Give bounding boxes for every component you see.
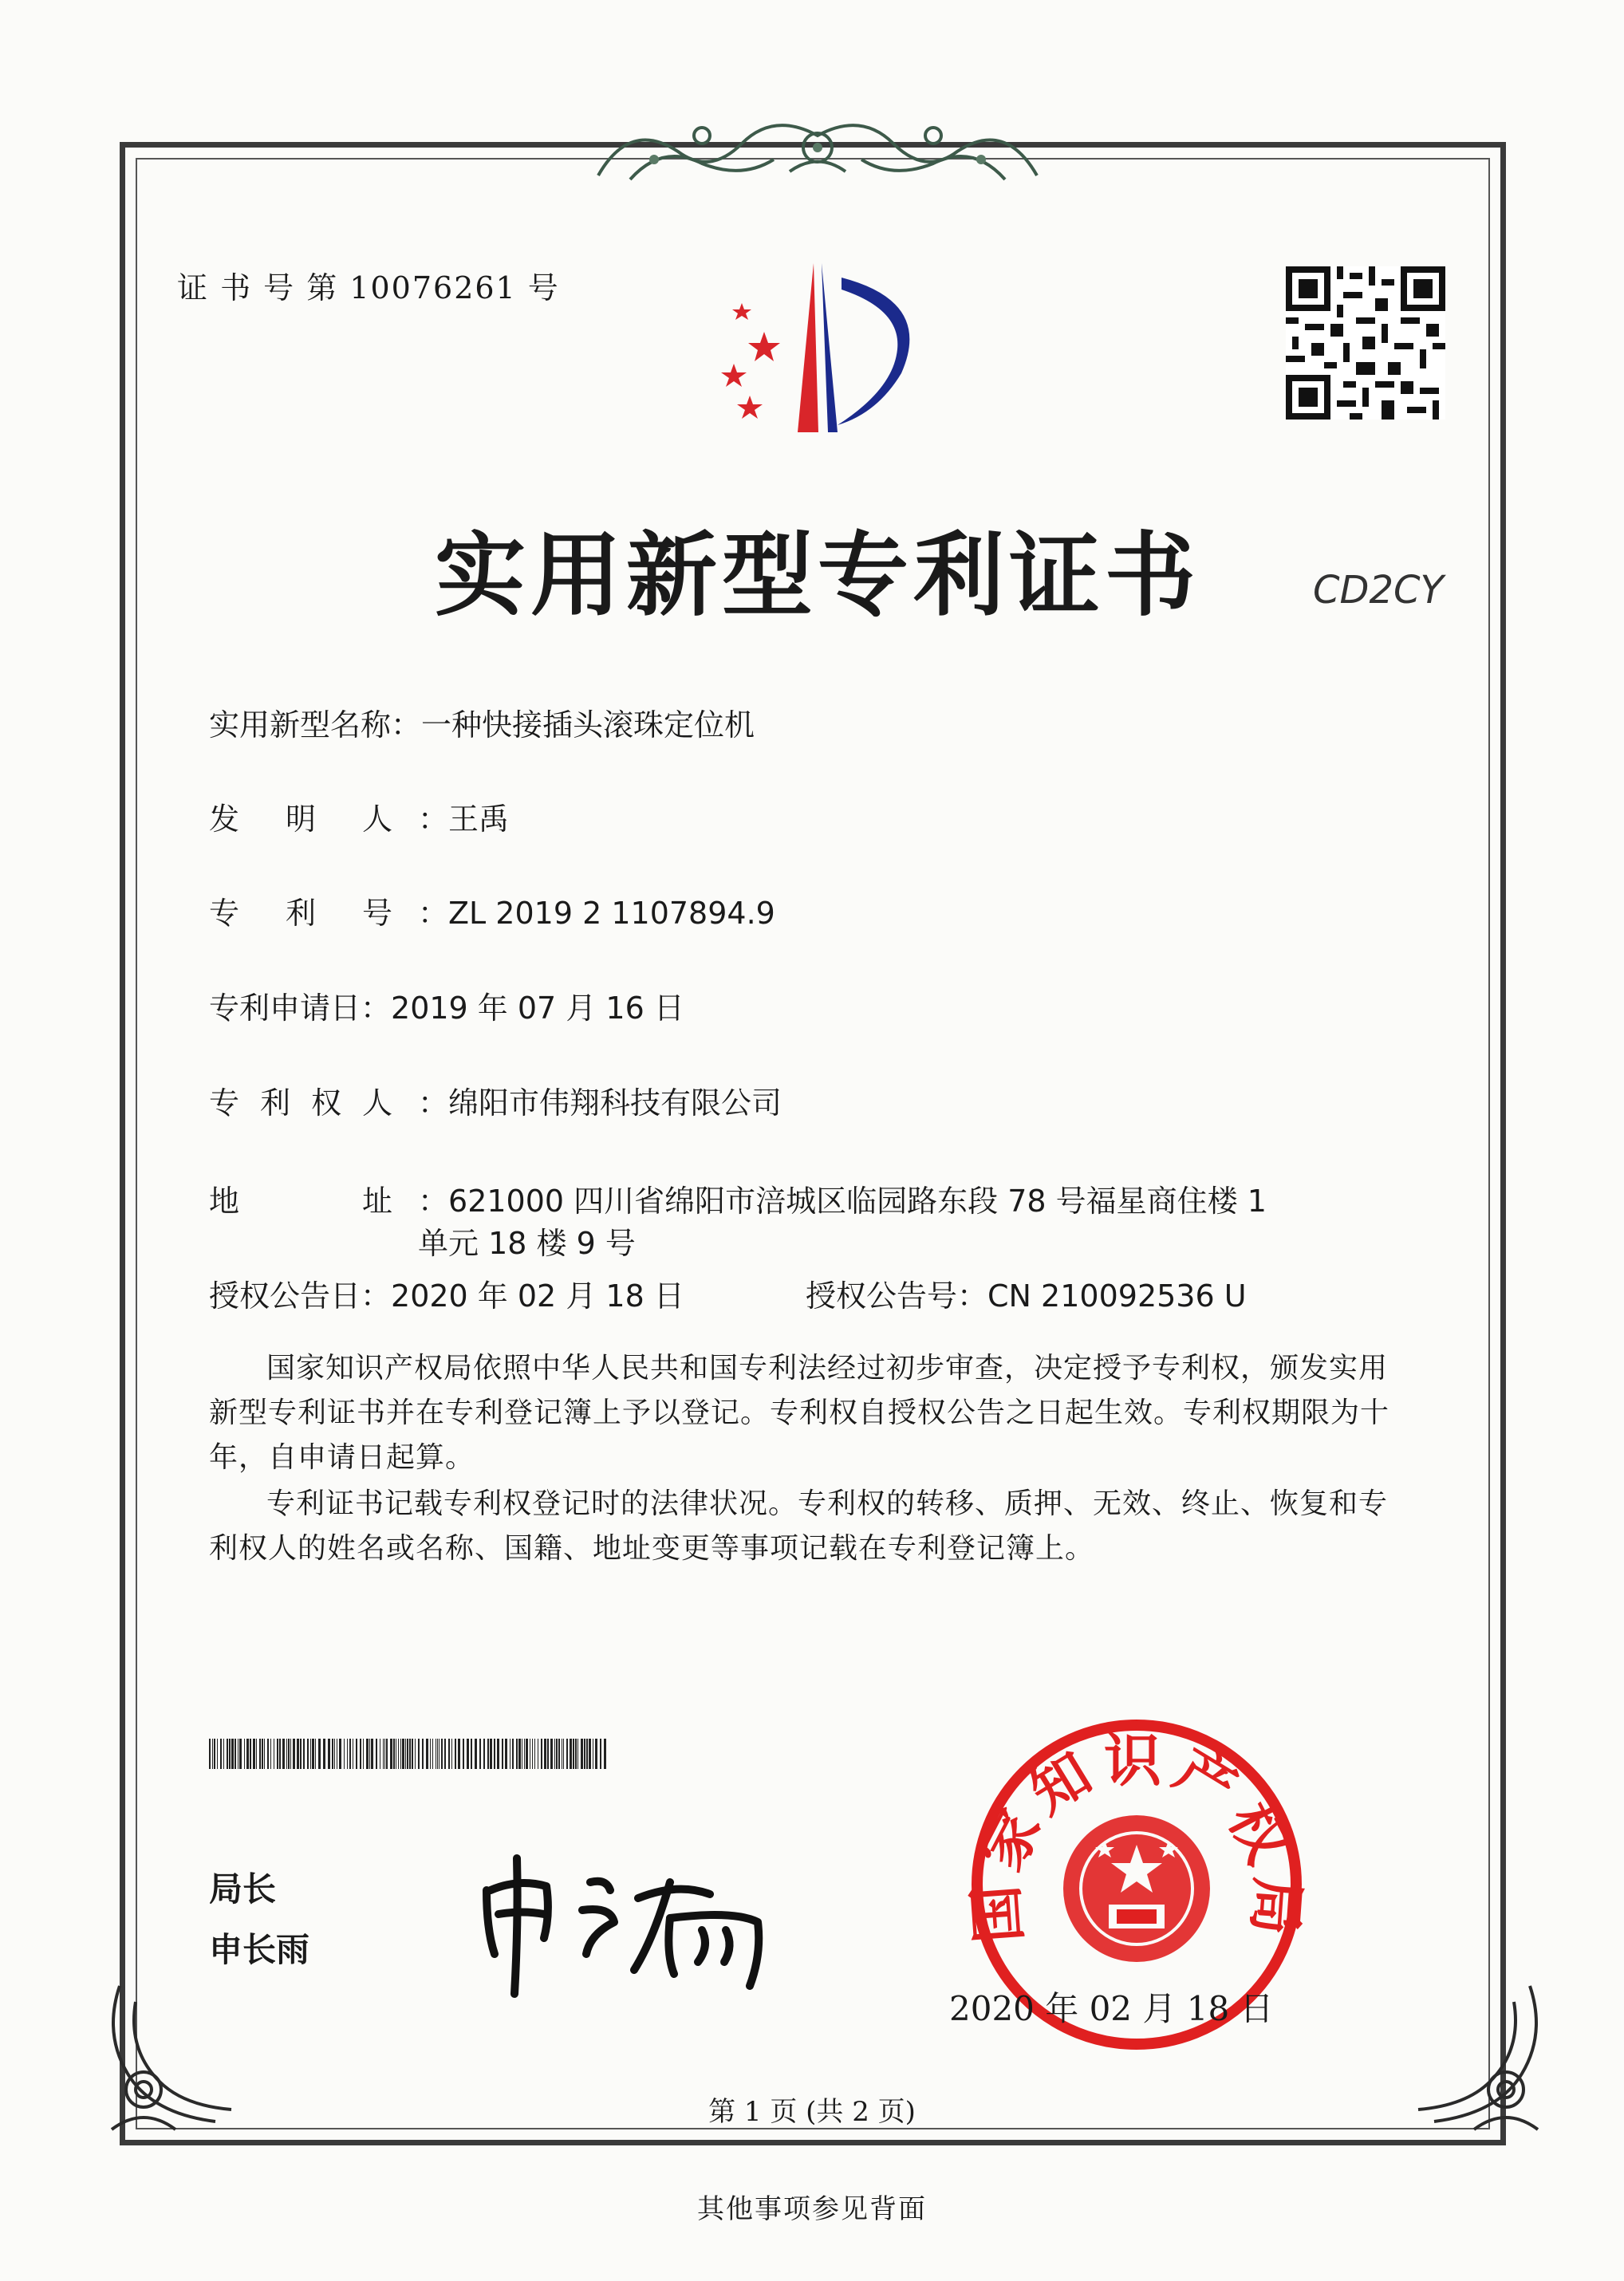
- field-label: 授权公告日：: [209, 1278, 392, 1314]
- page-number: 第 1 页 (共 2 页): [708, 2096, 916, 2128]
- field-label: 专 利 号: [209, 896, 392, 931]
- field-application-date: [209, 983, 684, 1027]
- field-label: 实用新型名称：: [209, 707, 422, 743]
- field-value: 621000 四川省绵阳市涪城区临园路东段 78 号福星商住楼 1: [448, 1184, 1267, 1219]
- footer-note: 其他事项参见背面: [697, 2193, 927, 2225]
- certificate-title: 实用新型专利证书: [435, 522, 1201, 628]
- field-value: 2019 年 07 月 16 日: [391, 991, 684, 1026]
- statement-paragraph-2: 专利证书记载专利权登记时的法律状况。专利权的转移、质押、无效、终止、恢复和专利权人的姓名或名称、国籍、地址变更等事项记载在专利登记簿上。: [209, 1487, 1389, 1565]
- field-value: CN 210092536 U: [987, 1278, 1247, 1314]
- field-label: 专 利 权 人: [209, 1085, 392, 1121]
- field-value: 绵阳市伟翔科技有限公司: [448, 1085, 782, 1121]
- seal-date: 2020 年 02 月 18 日: [949, 1989, 1274, 2028]
- director-signature-icon: [471, 1834, 806, 2002]
- field-patentee: 专 利 权 人 ：绵阳市伟翔科技有限公司: [209, 1078, 782, 1122]
- handwritten-note: CD2CY: [1313, 568, 1444, 613]
- field-value: 2020 年 02 月 18 日: [391, 1278, 684, 1314]
- field-grant-date: [209, 1271, 684, 1315]
- cnipa-emblem-icon: [694, 254, 941, 445]
- field-inventor: 发 明 人 ：王禹: [209, 794, 509, 838]
- field-label: 地 址: [209, 1184, 392, 1219]
- field-label: 专利申请日：: [209, 991, 392, 1026]
- field-value: 王禹: [448, 802, 510, 837]
- field-address: 地 址 ：621000 四川省绵阳市涪城区临园路东段 78 号福星商住楼 1: [209, 1176, 1267, 1220]
- field-patent-number: 专 利 号 ：ZL 2019 2 1107894.9: [209, 888, 775, 932]
- barcode-icon: [209, 1739, 612, 1769]
- field-utility-model-name: [209, 700, 755, 744]
- director-title: 局长: [209, 1869, 277, 1909]
- statement-paragraph-1: 国家知识产权局依照中华人民共和国专利法经过初步审查，决定授予专利权，颁发实用新型专利证书并在专利登记簿上予以登记。专利权自授权公告之日起生效。专利权期限为十年，自申请日起算。: [209, 1352, 1390, 1474]
- field-grant-number: [806, 1271, 1247, 1315]
- field-label: 发 明 人: [209, 802, 392, 837]
- field-value: ZL 2019 2 1107894.9: [448, 896, 775, 931]
- top-ornament-icon: [582, 104, 1053, 191]
- qr-code-icon: [1286, 266, 1445, 420]
- field-label: 授权公告号：: [806, 1278, 988, 1314]
- certificate-number: 证 书 号 第 10076261 号: [177, 270, 560, 305]
- svg-text:国家知识产权局: 国家知识产权局: [961, 1727, 1312, 1945]
- director-name: 申长雨: [209, 1930, 310, 1969]
- field-value: 一种快接插头滚珠定位机: [421, 707, 755, 743]
- field-address-line2: 单元 18 楼 9 号: [418, 1226, 636, 1261]
